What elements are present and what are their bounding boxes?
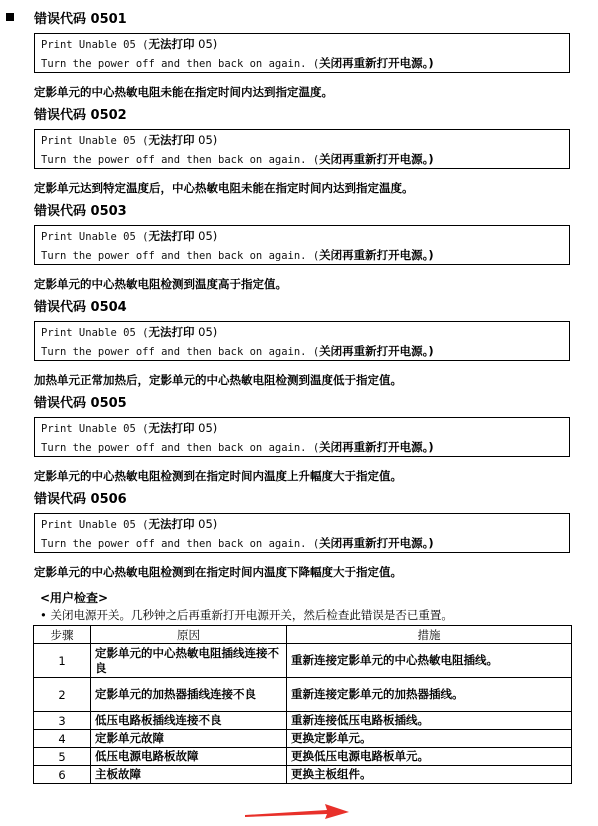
fix-cell: 更换定影单元。 — [287, 730, 572, 748]
table-row — [34, 678, 572, 712]
message-line-2: Turn the power off and then back on again. (关闭再重新打开电源。) — [41, 440, 434, 454]
troubleshooting-table — [33, 625, 572, 784]
step-number: 2 — [34, 678, 91, 712]
message-line-1: Print Unable 05 (无法打印 05) — [41, 133, 218, 147]
user-check-note: • 关闭电源开关。几秒钟之后再重新打开电源开关，然后检查此错误是否已重置。 — [40, 608, 453, 622]
table-header-row — [34, 626, 572, 644]
fix-cell: 重新连接定影单元的中心热敏电阻插线。 — [287, 644, 572, 678]
fix-cell: 重新连接低压电路板插线。 — [287, 712, 572, 730]
error-code-0501-title: 错误代码 0501 — [34, 12, 127, 27]
message-line-2: Turn the power off and then back on again. (关闭再重新打开电源。) — [41, 248, 434, 262]
message-line-1: Print Unable 05 (无法打印 05) — [41, 229, 218, 243]
cause-cell: 定影单元的中心热敏电阻插线连接不良 — [91, 644, 287, 678]
error-code-0503-title: 错误代码 0503 — [34, 204, 127, 219]
user-check-heading: <用户检查> — [40, 591, 109, 605]
next-page-arrow-icon — [245, 802, 350, 822]
table-row — [34, 730, 572, 748]
error-description-0504: 加热单元正常加热后，定影单元的中心热敏电阻检测到温度低于指定值。 — [34, 373, 402, 387]
header-cause: 原因 — [91, 626, 287, 644]
message-line-1: Print Unable 05 (无法打印 05) — [41, 517, 218, 531]
error-message-box-0506 — [34, 513, 570, 553]
message-line-2: Turn the power off and then back on again. (关闭再重新打开电源。) — [41, 56, 434, 70]
message-line-2: Turn the power off and then back on again. (关闭再重新打开电源。) — [41, 536, 434, 550]
error-code-0505-title: 错误代码 0505 — [34, 396, 127, 411]
fix-cell: 更换主板组件。 — [287, 766, 572, 784]
step-number: 1 — [34, 644, 91, 678]
step-number: 6 — [34, 766, 91, 784]
cause-cell: 主板故障 — [91, 766, 287, 784]
message-line-2: Turn the power off and then back on again. (关闭再重新打开电源。) — [41, 152, 434, 166]
message-line-1: Print Unable 05 (无法打印 05) — [41, 37, 218, 51]
error-message-box-0502 — [34, 129, 570, 169]
cause-cell: 低压电路板插线连接不良 — [91, 712, 287, 730]
error-message-box-0501 — [34, 33, 570, 73]
message-line-1: Print Unable 05 (无法打印 05) — [41, 325, 218, 339]
error-message-box-0504 — [34, 321, 570, 361]
table-row — [34, 644, 572, 678]
error-description-0505: 定影单元的中心热敏电阻检测到在指定时间内温度上升幅度大于指定值。 — [34, 469, 402, 483]
fix-cell: 更换低压电源电路板单元。 — [287, 748, 572, 766]
error-message-box-0505 — [34, 417, 570, 457]
error-code-0502-title: 错误代码 0502 — [34, 108, 127, 123]
table-row — [34, 712, 572, 730]
table-row — [34, 766, 572, 784]
step-number: 3 — [34, 712, 91, 730]
step-number: 5 — [34, 748, 91, 766]
error-code-0506-title: 错误代码 0506 — [34, 492, 127, 507]
cause-cell: 定影单元的加热器插线连接不良 — [91, 678, 287, 712]
message-line-1: Print Unable 05 (无法打印 05) — [41, 421, 218, 435]
cause-cell: 低压电源电路板故障 — [91, 748, 287, 766]
error-description-0503: 定影单元的中心热敏电阻检测到温度高于指定值。 — [34, 277, 287, 291]
error-description-0506: 定影单元的中心热敏电阻检测到在指定时间内温度下降幅度大于指定值。 — [34, 565, 402, 579]
error-message-box-0503 — [34, 225, 570, 265]
step-number: 4 — [34, 730, 91, 748]
cause-cell: 定影单元故障 — [91, 730, 287, 748]
table-row — [34, 748, 572, 766]
fix-cell: 重新连接定影单元的加热器插线。 — [287, 678, 572, 712]
message-line-2: Turn the power off and then back on again. (关闭再重新打开电源。) — [41, 344, 434, 358]
header-step: 步骤 — [34, 626, 91, 644]
header-fix: 措施 — [287, 626, 572, 644]
error-code-0504-title: 错误代码 0504 — [34, 300, 127, 315]
error-description-0502: 定影单元达到特定温度后，中心热敏电阻未能在指定时间内达到指定温度。 — [34, 181, 414, 195]
section-bullet — [6, 13, 14, 21]
error-description-0501: 定影单元的中心热敏电阻未能在指定时间内达到指定温度。 — [34, 85, 333, 99]
